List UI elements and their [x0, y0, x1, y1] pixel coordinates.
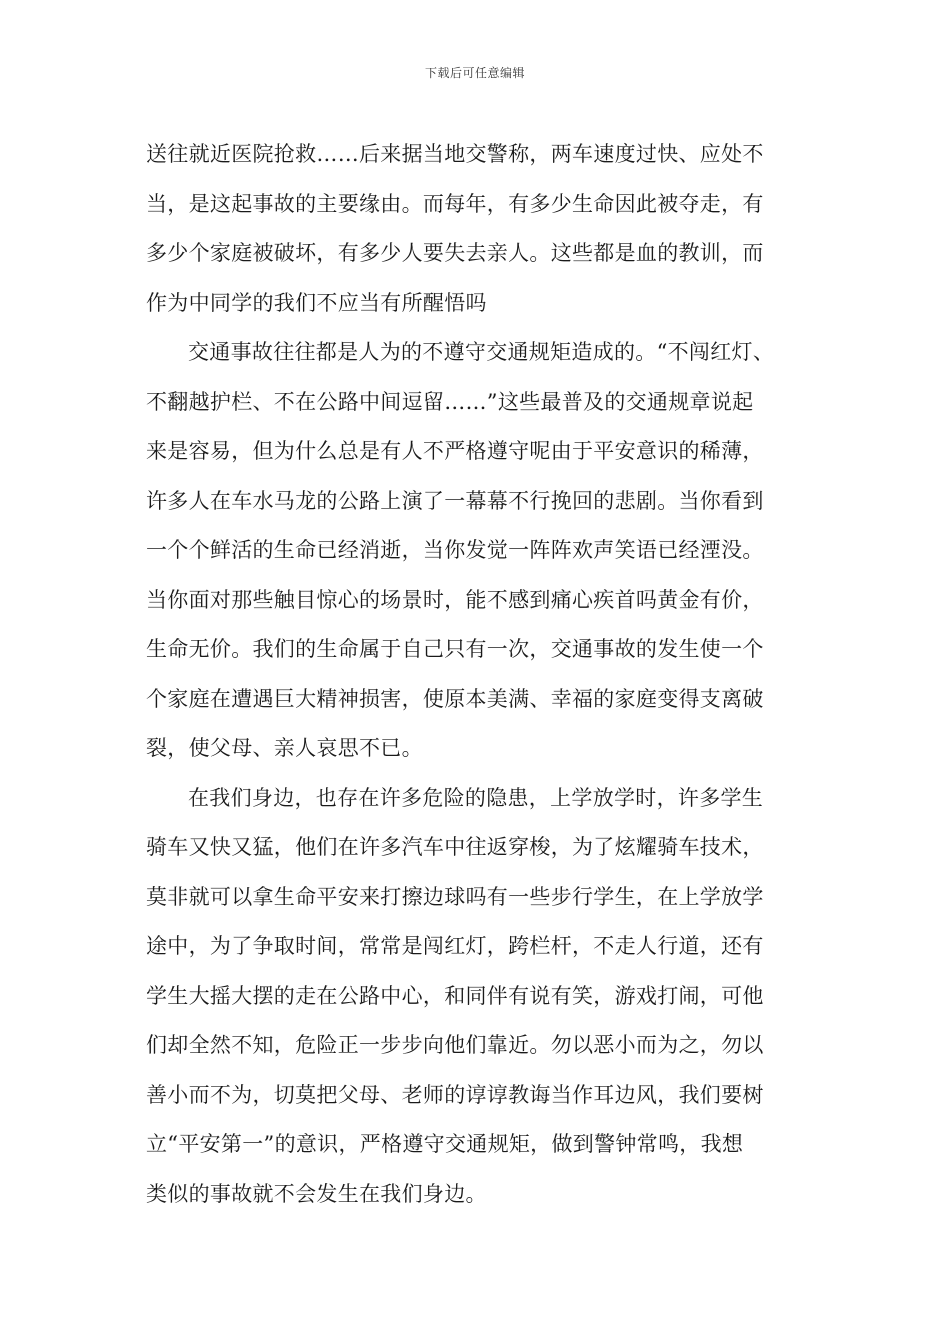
text-line: 一个个鲜活的生命已经消逝，当你发觉一阵阵欢声笑语已经湮没。 [146, 538, 764, 562]
text-line: 当，是这起事故的主要缘由。而每年，有多少生命因此被夺走，有 [146, 191, 764, 216]
text-line: 类似的事故就不会发生在我们身边。 [146, 1181, 487, 1206]
text-line: 多少个家庭被破坏，有多少人要失去亲人。这些都是血的教训，而 [146, 241, 764, 265]
text-line: 们却全然不知，危险正一步步向他们靠近。勿以恶小而为之，勿以 [146, 1033, 764, 1057]
text-line: 作为中同学的我们不应当有所醒悟吗 [146, 290, 487, 315]
text-line: 送往就近医院抢救……后来据当地交警称，两车速度过快、应处不 [146, 142, 764, 166]
text-line: 许多人在车水马龙的公路上演了一幕幕不行挽回的悲剧。当你看到 [146, 488, 764, 513]
paragraph-first-line: 交通事故往往都是人为的不遵守交通规矩造成的。“不闯红灯、 [188, 340, 775, 364]
text-line: 不翻越护栏、不在公路中间逗留……”这些最普及的交通规章说起 [146, 389, 754, 414]
text-line: 莫非就可以拿生命平安来打擦边球吗有一些步行学生，在上学放学 [146, 884, 764, 909]
text-line: 善小而不为，切莫把父母、老师的谆谆教诲当作耳边风，我们要树 [146, 1082, 764, 1107]
text-line: 生命无价。我们的生命属于自己只有一次，交通事故的发生使一个 [146, 637, 764, 661]
text-line: 个家庭在遭遇巨大精神损害，使原本美满、幸福的家庭变得支离破 [146, 686, 764, 711]
body-text [146, 130, 800, 1219]
text-line: 途中，为了争取时间，常常是闯红灯，跨栏杆，不走人行道，还有 [146, 934, 764, 958]
text-line: 学生大摇大摆的走在公路中心，和同伴有说有笑，游戏打闹，可他 [146, 983, 764, 1008]
text-line: 立“平安第一”的意识，严格遵守交通规矩，做到警钟常鸣，我想 [146, 1132, 744, 1156]
text-line: 骑车又快又猛，他们在许多汽车中往返穿梭，为了炫耀骑车技术， [146, 835, 764, 859]
paragraph-first-line: 在我们身边，也存在许多危险的隐患，上学放学时，许多学生 [188, 785, 764, 810]
header-note: 下载后可任意编辑 [424, 66, 525, 80]
text-line: 来是容易，但为什么总是有人不严格遵守呢由于平安意识的稀薄， [146, 439, 764, 463]
text-line: 当你面对那些触目惊心的场景时，能不感到痛心疾首吗黄金有价， [146, 587, 764, 612]
text-line: 裂，使父母、亲人哀思不已。 [146, 736, 423, 760]
